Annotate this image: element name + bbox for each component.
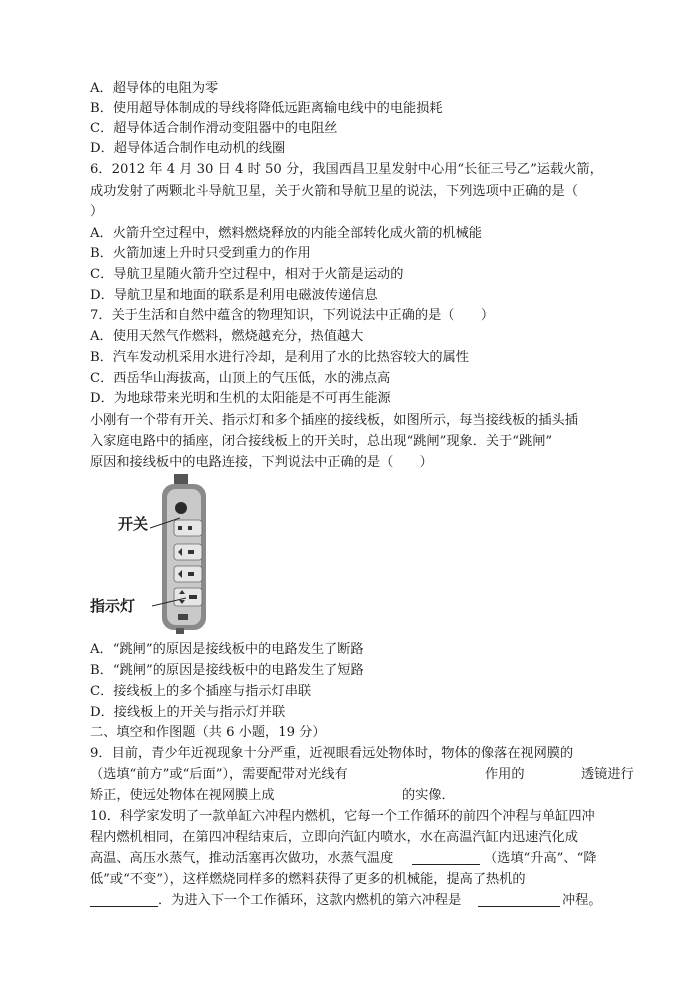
q10-line4: 低”或“不变”），这样燃烧同样多的燃料获得了更多的机械能，提高了热机的: [90, 872, 526, 887]
q6-stem-line1: 6．2012 年 4 月 30 日 4 时 50 分，我国西昌卫星发射中心用“长征三号乙”运载火箭，: [90, 162, 603, 177]
q8-stem-line3: 原因和接线板中的电路连接，下判说法中正确的是（ ）: [90, 455, 433, 470]
q10-line3a: 高温、高压水蒸气，推动活塞再次做功，水蒸气温度: [90, 851, 394, 866]
q5-option-a: A．超导体的电阻为零: [90, 81, 219, 96]
indicator-pointer-line: [152, 596, 186, 608]
q10-line5a: ．为进入下一个工作循环，这款内燃机的第六冲程是: [158, 893, 462, 908]
q7-stem: 7．关于生活和自然中蕴含的物理知识，下列说法中正确的是（ ）: [90, 308, 495, 323]
q6-option-c: C．导航卫星随火箭升空过程中，相对于火箭是运动的: [90, 267, 404, 282]
q10-line1: 10．科学家发明了一款单缸六冲程内燃机，它每一个工作循环的前四个冲程与单缸四冲: [90, 809, 595, 824]
q5-option-d: D．超导体适合制作电动机的线圈: [90, 141, 286, 156]
q8-option-d: D．接线板上的开关与指示灯并联: [90, 705, 286, 720]
q6-option-b: B．火箭加速上升时只受到重力的作用: [90, 246, 311, 261]
q7-option-c: C．西岳华山海拔高，山顶上的气压低，水的沸点高: [90, 371, 391, 386]
q8-stem-line1: 小刚有一个带有开关、指示灯和多个插座的接线板，如图所示，每当接线板的插头插: [90, 413, 578, 428]
q9-line3a: 矫正，使远处物体在视网膜上成: [90, 788, 275, 803]
q10-line3b: （选填“升高”、“降: [484, 851, 597, 866]
q8-option-b: B．“跳闸”的原因是接线板中的电路发生了短路: [90, 663, 364, 678]
q9-line1: 9．目前，青少年近视现象十分严重，近视眼看远处物体时，物体的像落在视网膜的: [90, 746, 574, 761]
q6-option-a: A．火箭升空过程中，燃料燃烧释放的内能全部转化成火箭的机械能: [90, 226, 482, 241]
q9-line3b: 的实像．: [402, 788, 455, 803]
q8-option-a: A．“跳闸”的原因是接线板中的电路发生了断路: [90, 642, 364, 657]
q8-option-c: C．接线板上的多个插座与指示灯串联: [90, 684, 312, 699]
q10-line5b: 冲程。: [562, 893, 602, 908]
q10-line2: 程内燃机相同，在第四冲程结束后，立即向汽缸内喷水，水在高温汽缸内迅速汽化成: [90, 830, 578, 845]
q7-option-a: A．使用天然气作燃料，燃烧越充分，热值越大: [90, 329, 364, 344]
q5-option-b: B．使用超导体制成的导线将降低远距离输电线中的电能损耗: [90, 101, 443, 116]
q9-line2a: （选填“前方”或“后面”），需要配带对光线有: [90, 767, 348, 782]
switch-pointer-line: [150, 516, 180, 532]
section-2-title: 二、填空和作图题（共 6 小题，19 分）: [90, 725, 326, 740]
q7-option-b: B．汽车发动机采用水进行冷却，是利用了水的比热容较大的属性: [90, 350, 469, 365]
q6-stem-line3: ）: [90, 204, 104, 219]
q9-line2b: 作用的: [485, 767, 525, 782]
q10-blank-stroke[interactable]: [478, 893, 560, 907]
q10-blank-temperature[interactable]: [412, 851, 480, 865]
q7-option-d: D．为地球带来光明和生机的太阳能是不可再生能源: [90, 391, 391, 406]
q5-option-c: C．超导体适合制作滑动变阻器中的电阻丝: [90, 121, 338, 136]
figure-label-indicator: 指示灯: [90, 597, 136, 615]
q6-stem-line2: 成功发射了两颗北斗导航卫星，关于火箭和导航卫星的说法，下列选项中正确的是（: [90, 184, 578, 199]
q10-blank-efficiency[interactable]: [90, 893, 158, 907]
q6-option-d: D．导航卫星和地面的联系是利用电磁波传递信息: [90, 288, 378, 303]
q9-line2c: 透镜进行: [581, 767, 634, 782]
figure-label-switch: 开关: [118, 515, 149, 533]
q8-stem-line2: 入家庭电路中的插座，闭合接线板上的开关时，总出现“跳闸”现象．关于“跳闸”: [90, 434, 553, 449]
